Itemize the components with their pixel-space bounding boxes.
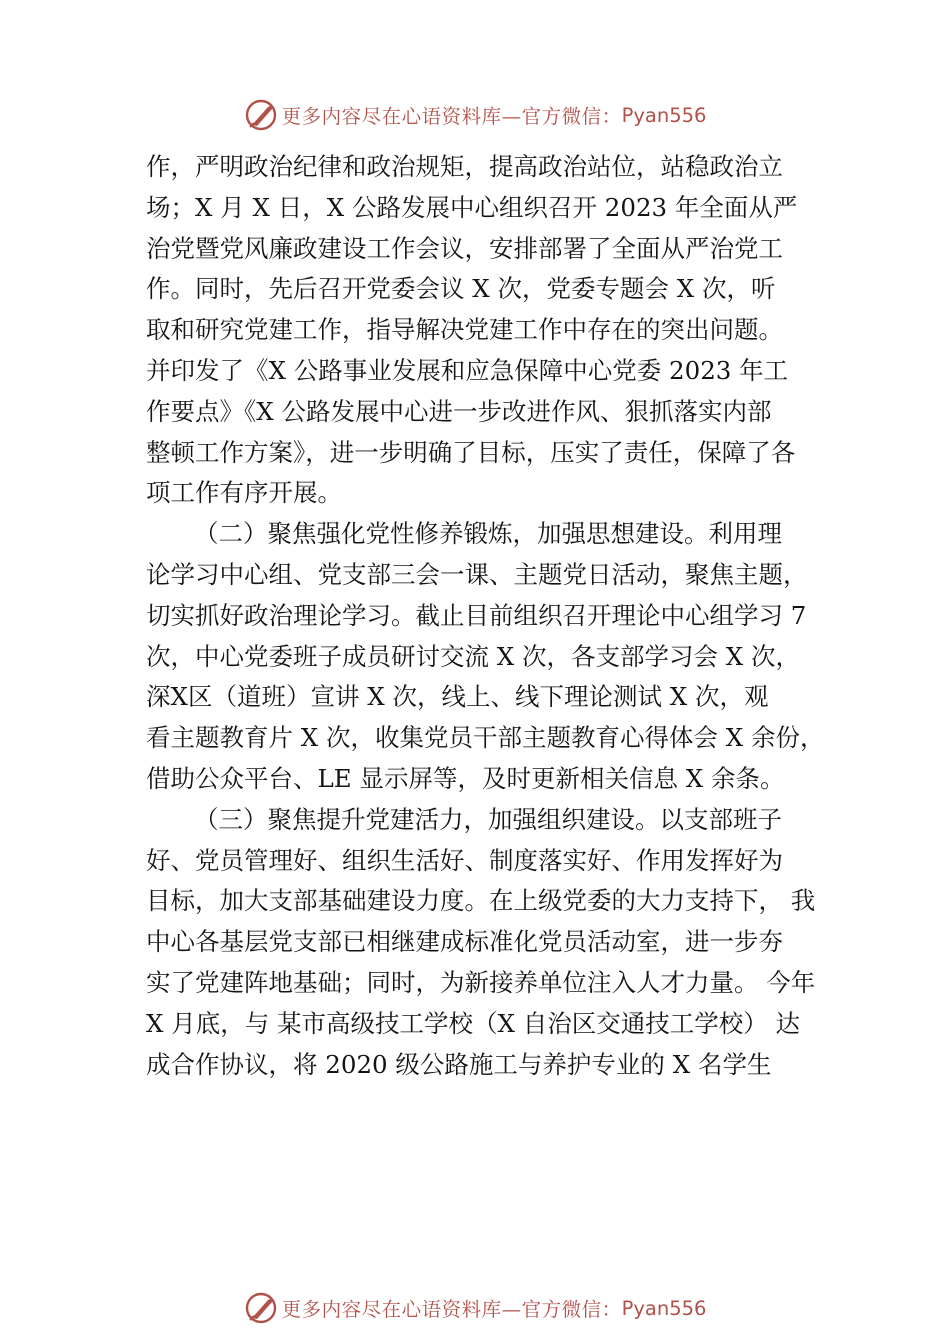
- text-line: 借助公众平台、LE 显示屏等，及时更新相关信息 X 余条。: [146, 763, 785, 793]
- text-line: 项工作有序开展。: [146, 478, 342, 508]
- text-line: 好、党员管理好、组织生活好、制度落实好、作用发挥好为: [146, 845, 783, 875]
- header-banner: [0, 95, 950, 135]
- footer-brand-text: 更多内容尽在心语资料库—官方微信：: [281, 1298, 622, 1321]
- text-line: 成合作协议，将 2020 级公路施工与养护专业的 X 名学生: [146, 1049, 772, 1079]
- text-line: 作，严明政治纪律和政治规矩，提高政治站位，站稳政治立: [146, 152, 783, 181]
- quill-pen-logo-icon: [244, 1291, 278, 1325]
- text-line: 作要点》《X 公路发展中心进一步改进作风、狠抓落实内部: [146, 396, 772, 426]
- text-line: 次，中心党委班子成员研讨交流 X 次，各支部学习会 X 次，: [146, 641, 801, 671]
- text-line: 实了党建阵地基础；同时，为新接养单位注入人才力量。 今年: [146, 967, 816, 997]
- quill-pen-logo-icon: [244, 98, 278, 132]
- text-line: （三）聚焦提升党建活力，加强组织建设。以支部班子: [194, 804, 782, 834]
- text-line: 治党暨党风廉政建设工作会议，安排部署了全面从严治党工: [146, 233, 783, 263]
- text-line: 整顿工作方案》，进一步明确了目标，压实了责任，保障了各: [146, 437, 796, 467]
- text-line: 目标，加大支部基础建设力度。在上级党委的大力支持下， 我: [146, 886, 816, 916]
- text-line: 深X区（道班）宣讲 X 次，线上、线下理论测试 X 次，观: [146, 682, 769, 712]
- text-line: 取和研究党建工作，指导解决党建工作中存在的突出问题。: [146, 315, 783, 345]
- text-line: （二）聚焦强化党性修养锻炼，加强思想建设。利用理: [194, 519, 782, 549]
- text-line: 中心各基层党支部已相继建成标准化党员活动室，进一步夯: [146, 927, 783, 957]
- text-line: 作。同时，先后召开党委会议 X 次，党委专题会 X 次，听: [146, 274, 776, 304]
- text-line: 论学习中心组、党支部三会一课、主题党日活动，聚焦主题，: [146, 559, 808, 589]
- footer-banner: [0, 1288, 950, 1328]
- text-line: X 月底，与 某市高级技工学校（X 自治区交通技工学校） 达: [146, 1008, 801, 1038]
- document-body: [146, 147, 826, 1085]
- footer-wechat-id: Pyan556: [621, 1296, 707, 1320]
- header-brand-text: 更多内容尽在心语资料库—官方微信：: [281, 105, 622, 128]
- header-wechat-id: Pyan556: [621, 103, 707, 127]
- text-line: 切实抓好政治理论学习。截止目前组织召开理论中心组学习 7: [146, 600, 807, 630]
- text-line: 场；X 月 X 日，X 公路发展中心组织召开 2023 年全面从严: [146, 192, 798, 222]
- text-line: 并印发了《X 公路事业发展和应急保障中心党委 2023 年工: [146, 355, 789, 385]
- text-line: 看主题教育片 X 次，收集党员干部主题教育心得体会 X 余份，: [146, 723, 825, 753]
